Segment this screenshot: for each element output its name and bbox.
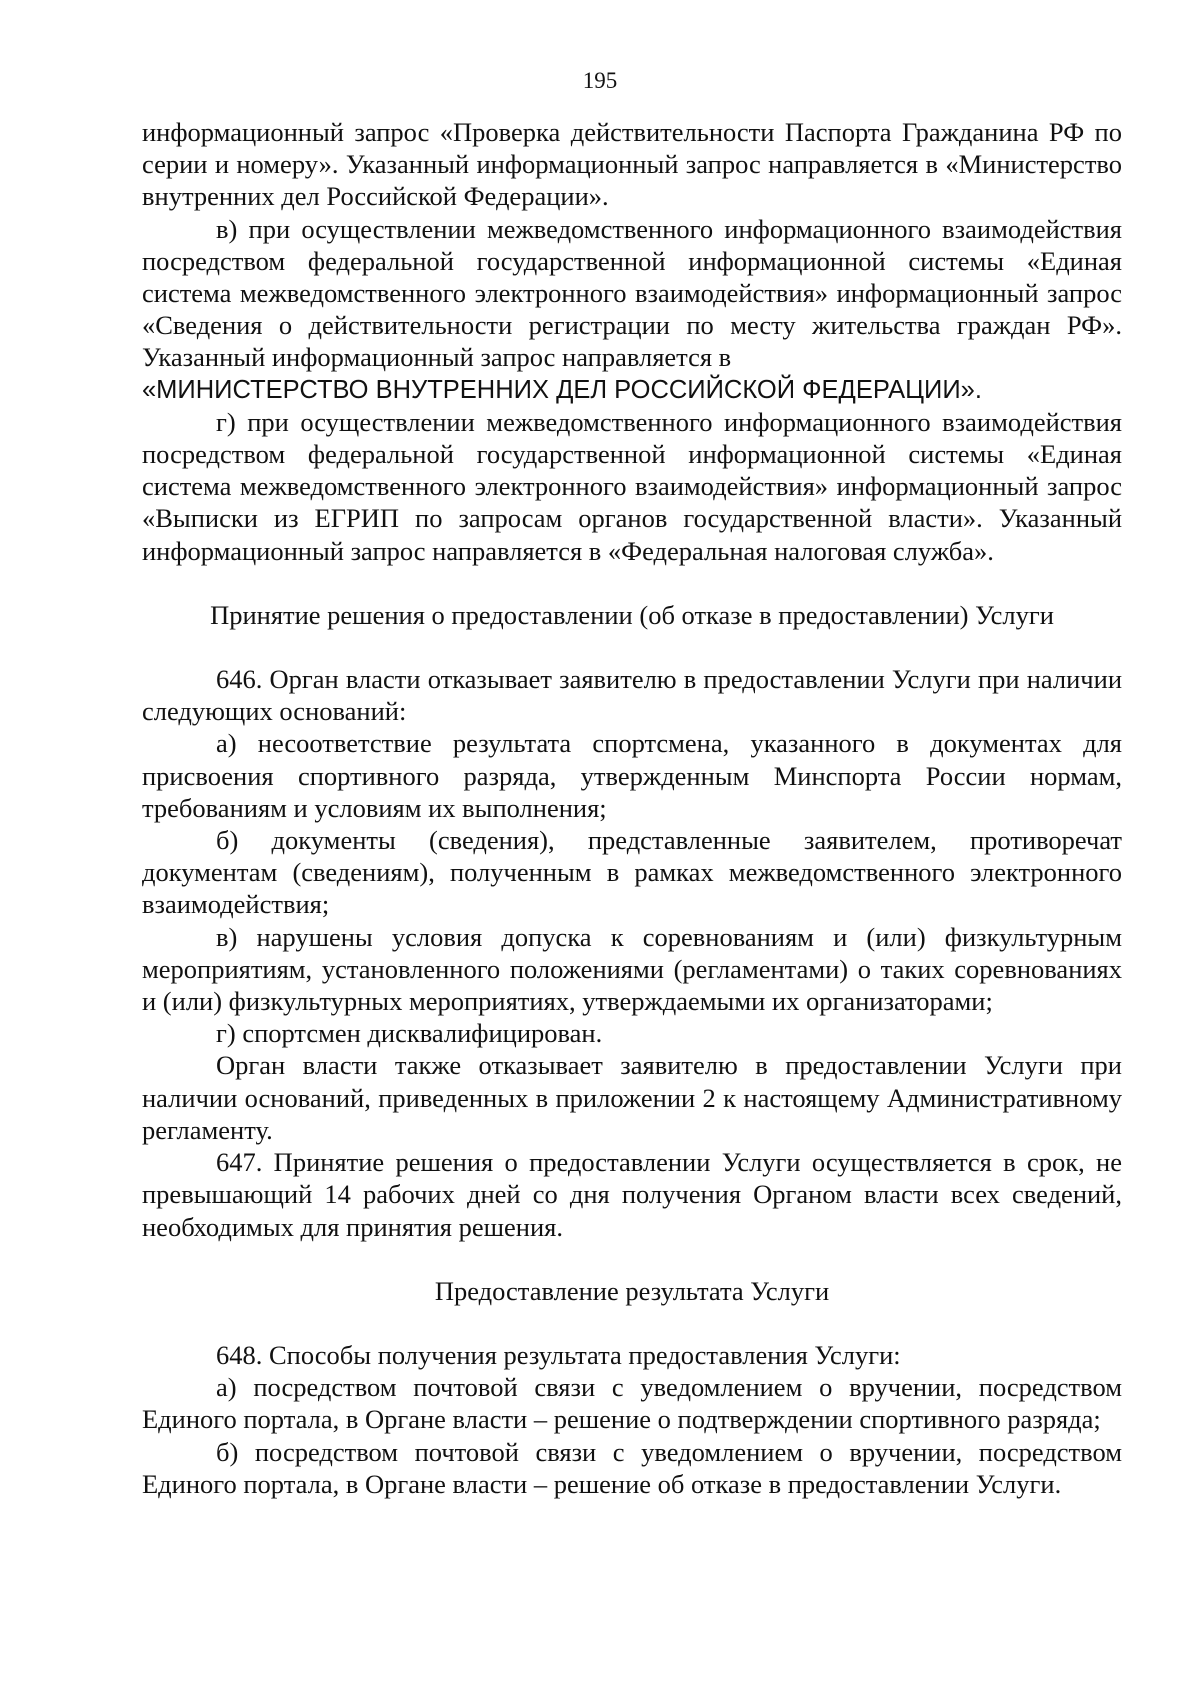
paragraph-648-b: б) посредством почтовой связи с уведомлением о вручении, посредством Единого портала, в Органе власти – решение об отказе в предоставлении Услуги.	[142, 1436, 1122, 1499]
section-heading-result: Предоставление результата Услуги	[434, 1275, 830, 1306]
paragraph-646-b: б) документы (сведения), представленные заявителем, противоречат документам (сведениям), полученным в рамках межведомственного электронного взаимодействия;	[142, 825, 1122, 920]
paragraph-continuation: информационный запрос «Проверка действительности Паспорта Гражданина РФ по серии и номеру». Указанный информационный запрос направляется в «Министерство внутренних дел Российской Федерации».	[142, 117, 1122, 212]
paragraph-refusal-appendix: Орган власти также отказывает заявителю в предоставлении Услуги при наличии оснований, приведенных в приложении 2 к настоящему Административному регламенту.	[142, 1050, 1122, 1145]
paragraph-item-v: в) при осуществлении межведомственного информационного взаимодействия посредством федеральной государственной информационной системы «Единая система межведомственного электронного взаимодействия» информационный запрос «Сведения о действительности регистрации по месту жительства граждан РФ». Указанный информационный запрос направляется в	[142, 213, 1122, 373]
paragraph-646-a: а) несоответствие результата спортсмена, указанного в документах для присвоения спортивного разряда, утвержденным Минспорта России нормам, требованиям и условиям их выполнения;	[142, 728, 1122, 823]
paragraph-648: 648. Способы получения результата предоставления Услуги:	[216, 1339, 901, 1370]
paragraph-item-g: г) при осуществлении межведомственного информационного взаимодействия посредством федеральной государственной информационной системы «Единая система межведомственного электронного взаимодействия» информационный запрос «Выписки из ЕГРИП по запросам органов государственной власти». Указанный информационный запрос направляется в «Федеральная налоговая служба».	[142, 406, 1122, 566]
document-body	[142, 116, 1122, 1500]
page-number: 195	[582, 68, 618, 93]
paragraph-646: 646. Орган власти отказывает заявителю в предоставлении Услуги при наличии следующих оснований:	[142, 664, 1122, 727]
paragraph-648-a: а) посредством почтовой связи с уведомлением о вручении, посредством Единого портала, в Органе власти – решение о подтверждении спортивного разряда;	[142, 1372, 1122, 1435]
paragraph-646-g: г) спортсмен дисквалифицирован.	[216, 1018, 603, 1049]
paragraph-646-v: в) нарушены условия допуска к соревнованиям и (или) физкультурным мероприятиям, установленного положениями (регламентами) о таких соревнованиях и (или) физкультурных мероприятиях, утверждаемыми их организаторами;	[142, 921, 1122, 1017]
paragraph-ministry-caps: «МИНИСТЕРСТВО ВНУТРЕННИХ ДЕЛ РОССИЙСКОЙ ФЕДЕРАЦИИ».	[142, 375, 982, 404]
paragraph-647: 647. Принятие решения о предоставлении Услуги осуществляется в срок, не превышающий 14 рабочих дней со дня получения Органом власти всех сведений, необходимых для принятия решения.	[142, 1147, 1122, 1242]
section-heading-decision: Принятие решения о предоставлении (об отказе в предоставлении) Услуги	[210, 599, 1054, 630]
